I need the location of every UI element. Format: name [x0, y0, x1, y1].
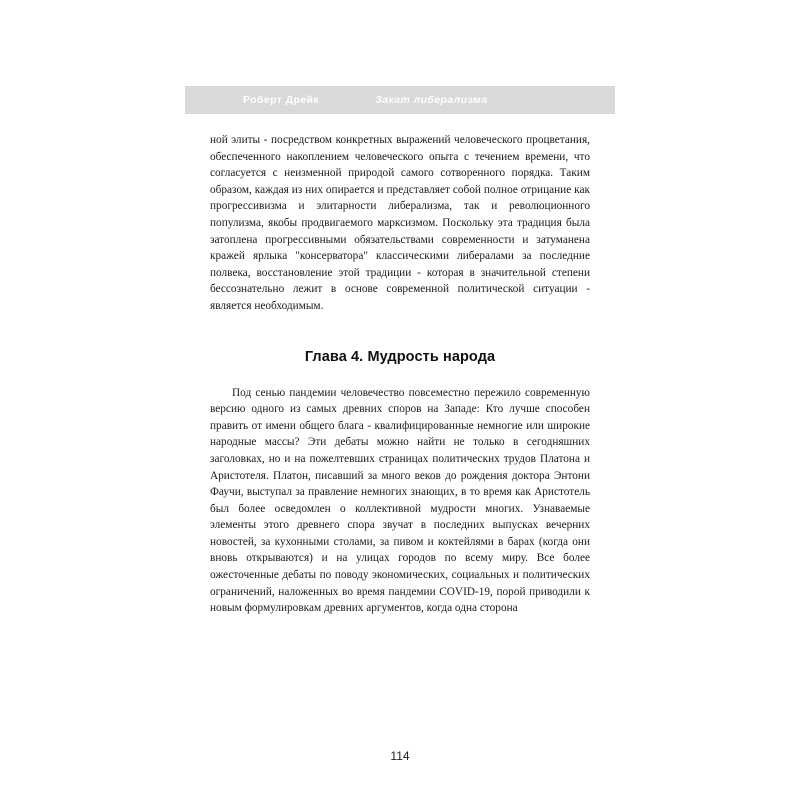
page-body: [185, 132, 615, 617]
book-page-sheet: [185, 86, 615, 763]
paragraph-chapter-opening: Под сенью пандемии человечество повсеместно пережило современную версию одного из самых древних споров на Западе: Кто лучше способен править от имени общего блага - квалифицированные немногие или широкие народные массы? Эти дебаты можно найти не только в сегодняшних заголовках, но и на пожелтевших страницах политических трудов Платона и Аристотеля. Платон, писавший за много веков до рождения доктора Энтони Фаучи, выступал за правление немногих знающих, в то время как Аристотель был более осведомлен о коллективной мудрости многих. Узнаваемые элементы этого древнего спора звучат в последних выпусках вечерних новостей, за кухонными столами, за пивом и коктейлями в барах (когда они вновь открываются) и на улицах городов по всему миру. Все более ожесточенные дебаты по поводу экономических, социальных и политических ограничений, наложенных во время пандемии COVID-19, порой приводили к новым формулировкам древних аргументов, когда одна сторона: [210, 386, 590, 615]
running-head: [185, 86, 615, 114]
chapter-heading: Глава 4. Мудрость народа: [304, 348, 496, 365]
running-head-author: Роберт Дрейк: [243, 94, 320, 106]
running-head-book-title: Закат либерализма: [375, 94, 488, 106]
page-number: 114: [390, 749, 410, 763]
paragraph-continued: ной элиты - посредством конкретных выражений человеческого процветания, обеспеченного накоплением человеческого опыта с течением времени, что согласуется с неизменной природой самого сотворенного порядка. Таким образом, каждая из них опирается и представляет собой полное отрицание как прогрессивизма и элитарности либерализма, так и революционного популизма, якобы продвигаемого марксизмом. Поскольку эта традиция была затоплена прогрессивными обязательствами современности и затуманена кражей ярлыка "консерватора" классическими либералами за последние полвека, восстановление этой традиции - которая в значительной степени бессознательно лежит в основе современной политической ситуации - является необходимым.: [210, 134, 590, 312]
